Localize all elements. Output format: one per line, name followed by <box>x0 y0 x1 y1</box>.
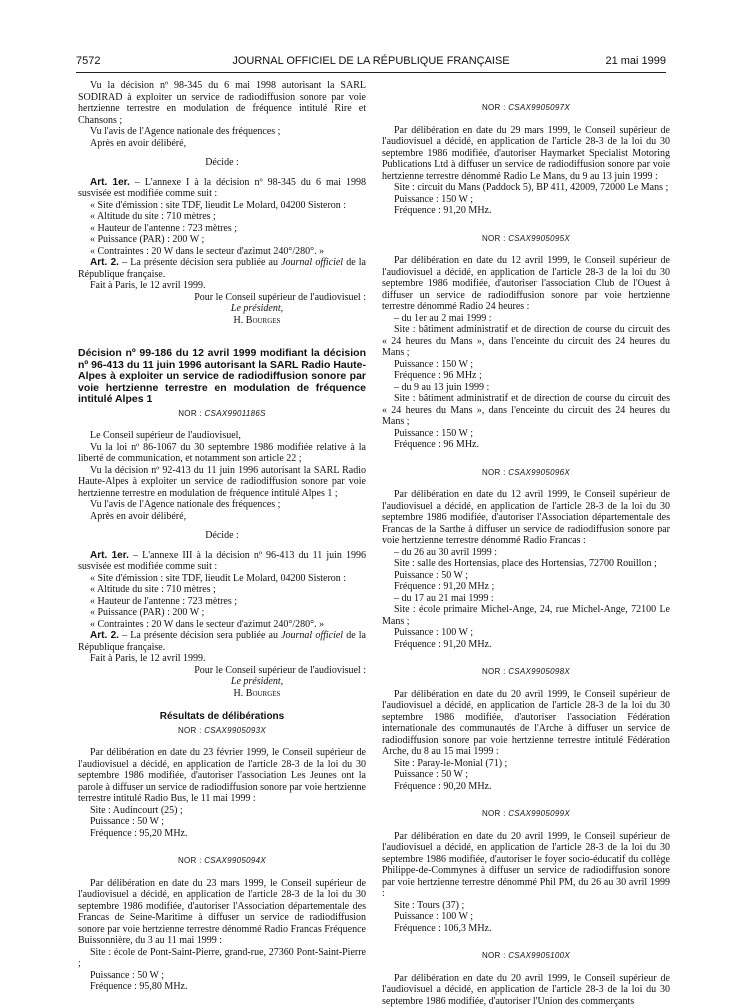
detail-line: Fréquence : 96 MHz. <box>382 439 670 451</box>
paragraph: Par délibération en date du 23 février 1999, le Conseil supérieur de l'audiovisuel a décidé, en application de l'article 28-3 de la loi du 30 septembre 1986 modifiée, d'autoriser l'association Les Jeunes ont la parole à diffuser un service de radiodiffusion sonore par voie hertzienne terrestre intitulé Radio Bus, le 11 mai 1999 : <box>78 747 366 805</box>
paragraph: Après en avoir délibéré, <box>78 138 366 150</box>
detail-line: Fréquence : 90,20 MHz. <box>382 781 670 793</box>
detail-line: Site : circuit du Mans (Paddock 5), BP 411, 42009, 72000 Le Mans ; <box>382 182 670 194</box>
paragraph: Vu la décision nº 98-345 du 6 mai 1998 autorisant la SARL SODIRAD à exploiter un service de radiodiffusion sonore par voie hertzienne terrestre en modulation de fréquence intitulé Rire et Chansons ; <box>78 80 366 126</box>
nor-reference: NOR : CSAX9905098X <box>382 666 670 678</box>
nor-reference: NOR : CSAX9905095X <box>382 233 670 245</box>
nor-reference: NOR : CSAX9905096X <box>382 467 670 479</box>
nor-reference: NOR : CSAX9905093X <box>78 725 366 737</box>
annex-line: « Altitude du site : 710 mètres ; <box>78 584 366 596</box>
signature-name: H. Bourges <box>78 688 366 700</box>
detail-line: Fréquence : 96 MHz ; <box>382 370 670 382</box>
signature-title: Le président, <box>78 303 366 315</box>
annex-line: « Altitude du site : 710 mètres ; <box>78 211 366 223</box>
paragraph: Par délibération en date du 12 avril 1999, le Conseil supérieur de l'audiovisuel a décidé, en application de l'article 28-3 de la loi du 30 septembre 1986 modifiée, d'autoriser l'Association départementale des Francas de la Sarthe à diffuser un service de radiodiffusion sonore par voie hertzienne terrestre dénommé Radio Francas : <box>382 489 670 547</box>
article-label: Art. 1er. <box>90 177 130 188</box>
detail-line: Fréquence : 91,20 MHz ; <box>382 581 670 593</box>
annex-line: « Contraintes : 20 W dans le secteur d'azimut 240°/280°. » <box>78 246 366 258</box>
detail-line: Puissance : 150 W ; <box>382 194 670 206</box>
article: Art. 2. – La présente décision sera publiée au Journal officiel de la République française. <box>78 257 366 280</box>
signature-line: Pour le Conseil supérieur de l'audiovisuel : <box>78 292 366 304</box>
article-label: Art. 2. <box>90 630 119 641</box>
signature-line: Pour le Conseil supérieur de l'audiovisuel : <box>78 665 366 677</box>
section-heading: Résultats de délibérations <box>78 711 366 723</box>
paragraph: Par délibération en date du 29 mars 1999, le Conseil supérieur de l'audiovisuel a décidé, en application de l'article 28-3 de la loi du 30 septembre 1986 modifiée, d'autoriser Haymarket Specialist Motoring Publications Ltd à diffuser un service de radiodiffusion sonore par voie hertzienne terrestre dénommé Radio Le Mans, du 9 au 13 juin 1999 : <box>382 125 670 183</box>
detail-line: – du 9 au 13 juin 1999 : <box>382 382 670 394</box>
nor-reference: NOR : CSAX9905094X <box>78 855 366 867</box>
detail-line: Fréquence : 95,20 MHz. <box>78 828 366 840</box>
detail-line: Puissance : 50 W ; <box>382 570 670 582</box>
decide-heading: Décide : <box>78 157 366 169</box>
article: Art. 1er. – L'annexe III à la décision nº 96-413 du 11 juin 1996 susvisée est modifiée comme suit : <box>78 550 366 573</box>
detail-line: Site : bâtiment administratif et de direction de course du circuit des « 24 heures du Mans », dans l'enceinte du circuit des 24 heures du Mans ; <box>382 324 670 359</box>
page-header <box>76 52 666 70</box>
detail-line: Site : salle des Hortensias, place des Hortensias, 72700 Rouillon ; <box>382 558 670 570</box>
article-label: Art. 1er. <box>90 550 129 561</box>
detail-line: – du 1er au 2 mai 1999 : <box>382 313 670 325</box>
annex-line: « Puissance (PAR) : 200 W ; <box>78 234 366 246</box>
signature-place: Fait à Paris, le 12 avril 1999. <box>78 653 366 665</box>
detail-line: Fréquence : 91,20 MHz. <box>382 639 670 651</box>
detail-line: Site : bâtiment administratif et de direction de course du circuit des « 24 heures du Mans », dans l'enceinte du circuit des 24 heures du Mans ; <box>382 393 670 428</box>
issue-date: 21 mai 1999 <box>605 55 666 67</box>
signature-place: Fait à Paris, le 12 avril 1999. <box>78 280 366 292</box>
decision-title: Décision nº 99-186 du 12 avril 1999 modifiant la décision nº 96-413 du 11 juin 1996 autorisant la SARL Radio Haute-Alpes à exploiter un service de radiodiffusion sonore par voie hertzienne terrestre en modulation de fréquence intitulé Alpes 1 <box>78 348 366 406</box>
detail-line: Puissance : 100 W ; <box>382 627 670 639</box>
left-column <box>78 80 366 993</box>
nor-reference: NOR : CSAX9905100X <box>382 950 670 962</box>
annex-line: « Site d'émission : site TDF, lieudit Le Molard, 04200 Sisteron : <box>78 573 366 585</box>
header-rule <box>76 72 666 73</box>
detail-line: – du 17 au 21 mai 1999 : <box>382 593 670 605</box>
detail-line: Site : Tours (37) ; <box>382 900 670 912</box>
detail-line: Fréquence : 95,80 MHz. <box>78 981 366 993</box>
article: Art. 2. – La présente décision sera publiée au Journal officiel de la République française. <box>78 630 366 653</box>
article-label: Art. 2. <box>90 257 119 268</box>
detail-line: Site : Audincourt (25) ; <box>78 805 366 817</box>
detail-line: Puissance : 150 W ; <box>382 359 670 371</box>
nor-reference: NOR : CSAX9905099X <box>382 808 670 820</box>
signature-title: Le président, <box>78 676 366 688</box>
detail-line: Puissance : 50 W ; <box>382 769 670 781</box>
paragraph: Par délibération en date du 20 avril 1999, le Conseil supérieur de l'audiovisuel a décidé, en application de l'article 28-3 de la loi du 30 septembre 1986 modifiée, d'autoriser l'Union des commerçants <box>382 973 670 1007</box>
paragraph: Vu la décision nº 92-413 du 11 juin 1996 autorisant la SARL Radio Haute-Alpes à exploiter un service de radiodiffusion sonore par voie hertzienne terrestre en modulation de fréquence intitulé Alpes 1 ; <box>78 465 366 500</box>
annex-line: « Contraintes : 20 W dans le secteur d'azimut 240°/280°. » <box>78 619 366 631</box>
article: Art. 1er. – L'annexe I à la décision nº 98-345 du 6 mai 1998 susvisée est modifiée comme suit : <box>78 177 366 200</box>
page-number: 7572 <box>76 55 100 67</box>
paragraph: Le Conseil supérieur de l'audiovisuel, <box>78 430 366 442</box>
annex-line: « Puissance (PAR) : 200 W ; <box>78 607 366 619</box>
detail-line: Site : Paray-le-Monial (71) ; <box>382 758 670 770</box>
paragraph: Vu l'avis de l'Agence nationale des fréquences ; <box>78 499 366 511</box>
detail-line: Site : école primaire Michel-Ange, 24, rue Michel-Ange, 72100 Le Mans ; <box>382 604 670 627</box>
paragraph: Vu l'avis de l'Agence nationale des fréquences ; <box>78 126 366 138</box>
paragraph: Après en avoir délibéré, <box>78 511 366 523</box>
detail-line: Fréquence : 106,3 MHz. <box>382 923 670 935</box>
detail-line: Fréquence : 91,20 MHz. <box>382 205 670 217</box>
detail-line: Puissance : 100 W ; <box>382 911 670 923</box>
annex-line: « Hauteur de l'antenne : 723 mètres ; <box>78 596 366 608</box>
journal-title: JOURNAL OFFICIEL DE LA RÉPUBLIQUE FRANÇAISE <box>76 55 666 67</box>
paragraph: Par délibération en date du 20 avril 1999, le Conseil supérieur de l'audiovisuel a décidé, en application de l'article 28-3 de la loi du 30 septembre 1986 modifiée, d'autoriser l'association Fédération internationale des communautés de l'Arche à diffuser un service de radiodiffusion sonore par voie hertzienne terrestre intitulé Fédération Arche, du 8 au 15 mai 1999 : <box>382 689 670 758</box>
nor-reference: NOR : CSAX9901186S <box>78 408 366 420</box>
detail-line: – du 26 au 30 avril 1999 : <box>382 547 670 559</box>
detail-line: Puissance : 150 W ; <box>382 428 670 440</box>
paragraph: Par délibération en date du 20 avril 1999, le Conseil supérieur de l'audiovisuel a décidé, en application de l'article 28-3 de la loi du 30 septembre 1986 modifiée, d'autoriser le foyer socio-éducatif du collège Philippe-de-Commynes à diffuser un service de radiodiffusion sonore par voie hertzienne terrestre dénommé Phil PM, du 26 au 30 avril 1999 : <box>382 831 670 900</box>
detail-line: Site : école de Pont-Saint-Pierre, grand-rue, 27360 Pont-Saint-Pierre ; <box>78 947 366 970</box>
annex-line: « Hauteur de l'antenne : 723 mètres ; <box>78 223 366 235</box>
signature-name: H. Bourges <box>78 315 366 327</box>
paragraph: Vu la loi nº 86-1067 du 30 septembre 1986 modifiée relative à la liberté de communication, et notamment son article 22 ; <box>78 442 366 465</box>
detail-line: Puissance : 50 W ; <box>78 816 366 828</box>
paragraph: Par délibération en date du 23 mars 1999, le Conseil supérieur de l'audiovisuel a décidé, en application de l'article 28-3 de la loi du 30 septembre 1986 modifiée, d'autoriser l'Association départementale des Francas de Seine-Maritime à diffuser un service de radiodiffusion sonore par voie hertzienne terrestre dénommé Radio Francas Fréquence Buissonnière, du 3 au 11 mai 1999 : <box>78 878 366 947</box>
nor-reference: NOR : CSAX9905097X <box>382 102 670 114</box>
annex-line: « Site d'émission : site TDF, lieudit Le Molard, 04200 Sisteron : <box>78 200 366 212</box>
decide-heading: Décide : <box>78 530 366 542</box>
detail-line: Puissance : 50 W ; <box>78 970 366 982</box>
right-column <box>382 80 670 1007</box>
paragraph: Par délibération en date du 12 avril 1999, le Conseil supérieur de l'audiovisuel a décidé, en application de l'article 28-3 de la loi du 30 septembre 1986 modifiée, d'autoriser l'association Club de l'Ouest à diffuser un service de radiodiffusion sonore par voie hertzienne terrestre dénommé Radio 24 heures : <box>382 255 670 313</box>
